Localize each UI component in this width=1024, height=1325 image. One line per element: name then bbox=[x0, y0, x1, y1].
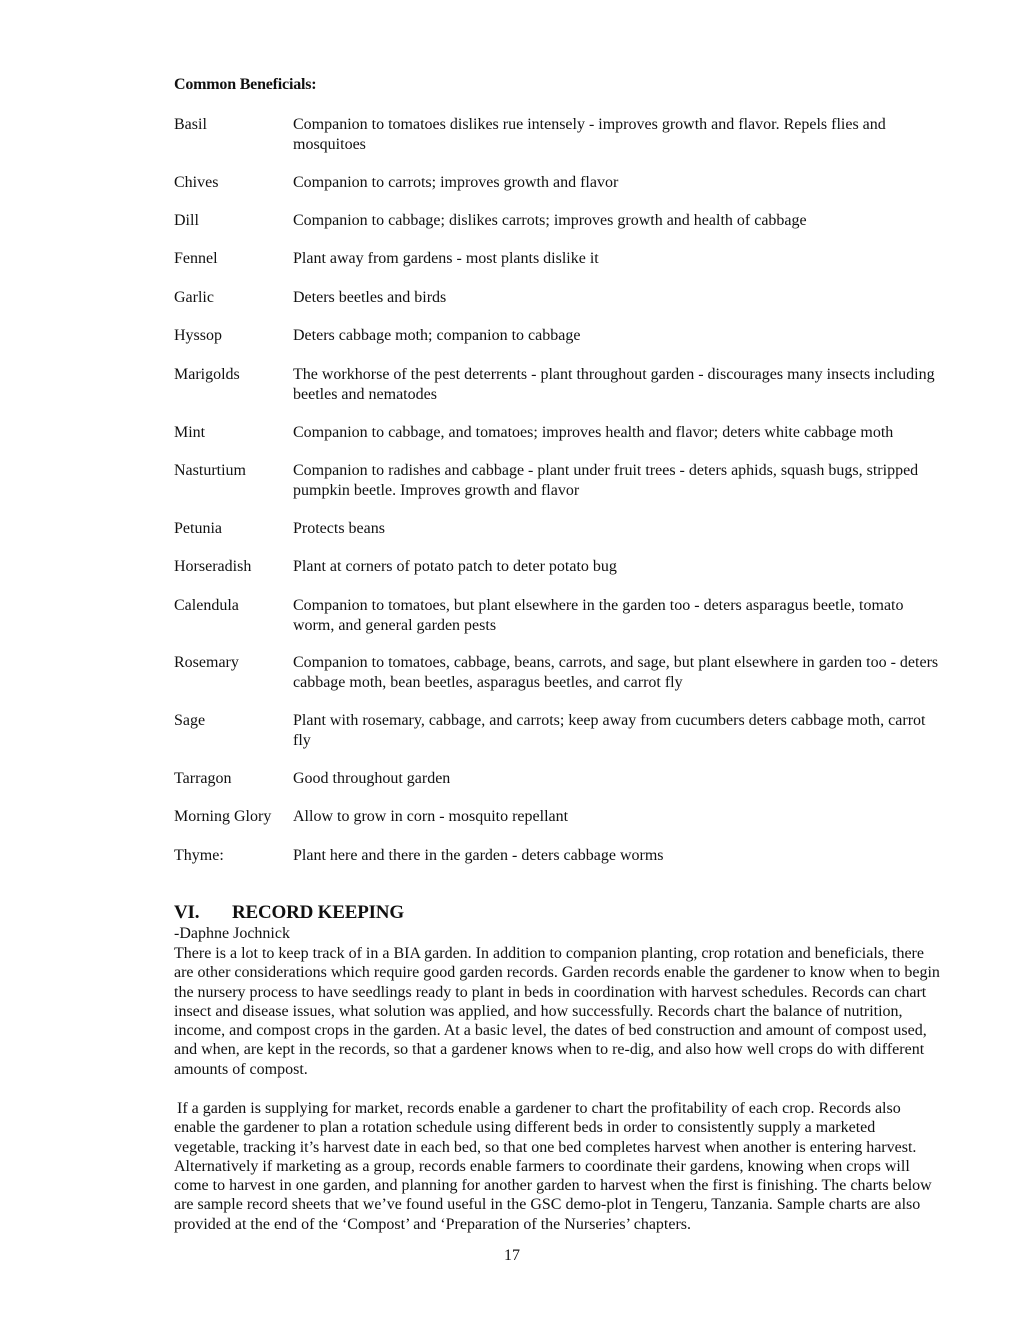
plant-name: Chives bbox=[174, 174, 219, 191]
page-number: 17 bbox=[504, 1247, 520, 1264]
plant-name: Marigolds bbox=[174, 366, 240, 383]
plant-description: Companion to cabbage; dislikes carrots; improves growth and health of cabbage bbox=[293, 212, 807, 229]
plant-description: Companion to tomatoes, cabbage, beans, carrots, and sage, but plant elsewhere in garden too - deters cabbage moth, bean beetles, asparagus beetles, and carrot fly bbox=[293, 654, 939, 691]
plant-name: Petunia bbox=[174, 520, 222, 537]
plant-name: Nasturtium bbox=[174, 462, 246, 479]
plant-description: Companion to tomatoes, but plant elsewhere in the garden too - deters asparagus beetle, tomato worm, and general garden pests bbox=[293, 597, 904, 634]
plant-description: Good throughout garden bbox=[293, 770, 451, 787]
plant-name: Mint bbox=[174, 424, 206, 441]
beneficials-heading: Common Beneficials: bbox=[174, 76, 317, 93]
plant-description: Companion to carrots; improves growth and flavor bbox=[293, 174, 619, 191]
plant-name: Tarragon bbox=[174, 770, 232, 787]
plant-name: Dill bbox=[174, 212, 199, 229]
section-title: RECORD KEEPING bbox=[232, 902, 404, 923]
plant-name: Horseradish bbox=[174, 558, 252, 575]
section-number: VI. bbox=[174, 902, 200, 923]
plant-name: Fennel bbox=[174, 250, 218, 267]
plant-description: Companion to tomatoes dislikes rue intensely - improves growth and flavor. Repels flies and mosquitoes bbox=[293, 116, 886, 153]
author-byline: -Daphne Jochnick bbox=[174, 925, 290, 942]
plant-description: Companion to cabbage, and tomatoes; improves health and flavor; deters white cabbage moth bbox=[293, 424, 894, 441]
body-paragraph: If a garden is supplying for market, records enable a gardener to chart the profitability of each crop. Records also enable the gardener to plan a rotation schedule using different beds in order to consistently supply a marketed vegetable, tracking it’s harvest date in each bed, so that one bed completes harvest when another is entering harvest. Alternatively if marketing as a group, records enable farmers to coordinate their gardens, knowing when crops will come to harvest in one garden, and planning for another garden to harvest when the first is finishing. The charts below are sample record sheets that we’ve found useful in the GSC demo-plot in Tengeru, Tanzania. Sample charts are also provided at the end of the ‘Compost’ and ‘Preparation of the Nurseries’ chapters. bbox=[174, 1100, 932, 1233]
plant-description: The workhorse of the pest deterrents - plant throughout garden - discourages many insects including beetles and nematodes bbox=[293, 366, 935, 403]
plant-description: Plant away from gardens - most plants dislike it bbox=[293, 250, 599, 267]
plant-name: Garlic bbox=[174, 289, 214, 306]
plant-description: Plant here and there in the garden - deters cabbage worms bbox=[293, 847, 664, 864]
body-paragraph: There is a lot to keep track of in a BIA garden. In addition to companion planting, crop rotation and beneficials, there are other considerations which require good garden records. Garden records enable the gardener to know when to begin the nursery process to have seedlings ready to plant in beds in coordination with harvest schedules. Records can chart insect and disease issues, what solution was applied, and how successfully. Records chart the balance of nutrition, income, and compost crops in the garden. At a basic level, the dates of bed construction and amount of compost used, and when, are kept in the records, so that a gardener knows when to re-dig, and also how well crops do with different amounts of compost. bbox=[174, 945, 940, 1078]
plant-name: Hyssop bbox=[174, 327, 223, 344]
plant-description: Deters cabbage moth; companion to cabbage bbox=[293, 327, 581, 344]
plant-name: Morning Glory bbox=[174, 808, 272, 825]
plant-description: Deters beetles and birds bbox=[293, 289, 447, 306]
plant-name: Thyme: bbox=[174, 847, 224, 864]
plant-description: Protects beans bbox=[293, 520, 385, 537]
plant-name: Rosemary bbox=[174, 654, 239, 671]
plant-name: Basil bbox=[174, 116, 207, 133]
plant-name: Sage bbox=[174, 712, 206, 729]
plant-description: Plant at corners of potato patch to deter potato bug bbox=[293, 558, 617, 575]
plant-description: Allow to grow in corn - mosquito repellant bbox=[293, 808, 569, 825]
plant-description: Companion to radishes and cabbage - plant under fruit trees - deters aphids, squash bugs, stripped pumpkin beetle. Improves growth and flavor bbox=[293, 462, 919, 499]
plant-name: Calendula bbox=[174, 597, 239, 614]
section-heading bbox=[174, 902, 404, 924]
plant-description: Plant with rosemary, cabbage, and carrots; keep away from cucumbers deters cabbage moth, carrot fly bbox=[293, 712, 926, 749]
